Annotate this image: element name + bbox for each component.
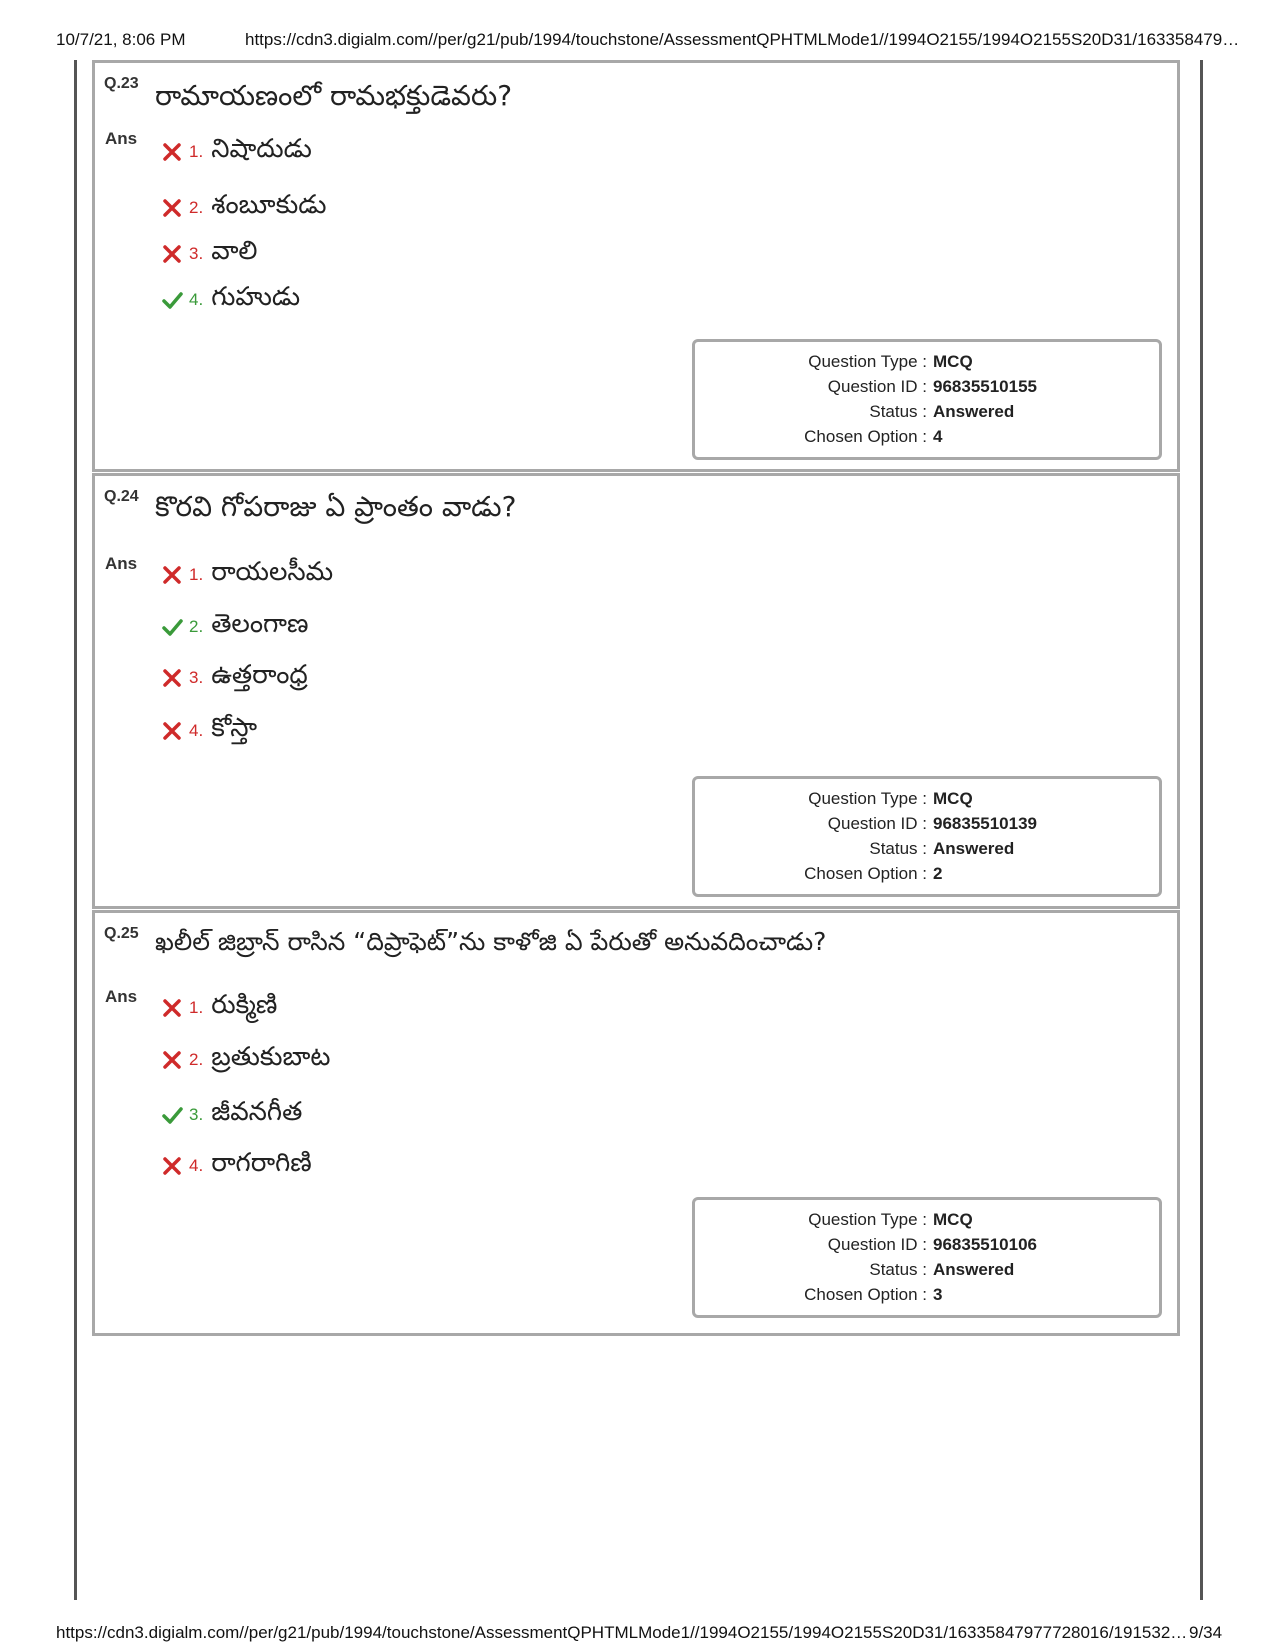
question-id-value: 96835510106: [933, 1235, 1038, 1254]
status-value: Answered: [933, 402, 1015, 421]
print-date: 10/7/21, 8:06 PM: [56, 30, 186, 49]
print-header-url: https://cdn3.digialm.com//per/g21/pub/1994/touchstone/AssessmentQPHTMLMode1//1994O2155/1994O2155S20D31/163358479…: [245, 30, 1240, 49]
page-left-rule: [74, 60, 77, 1600]
question-info-box: [692, 1197, 1162, 1318]
info-label: Status :: [869, 1260, 927, 1279]
option-text: జీవనగీత: [211, 1097, 303, 1127]
option-number: 4.: [189, 290, 204, 309]
wrong-cross-icon: [161, 1155, 183, 1177]
question-number: Q.23: [104, 75, 139, 92]
info-label: Chosen Option :: [804, 427, 927, 446]
question-text: రామాయణంలో రామభక్తుడెవరు?: [155, 79, 513, 112]
question-type-value: MCQ: [933, 789, 973, 808]
option-text: బ్రతుకుబాట: [211, 1042, 331, 1072]
option-number: 3.: [189, 668, 204, 687]
option-number: 4.: [189, 1156, 204, 1175]
option-text: తెలంగాణ: [211, 609, 309, 639]
option-number: 1.: [189, 142, 204, 161]
question-text: కొరవి గోపరాజు ఏ ప్రాంతం వాడు?: [155, 490, 517, 523]
question-info-box: [692, 339, 1162, 460]
option-number: 2.: [189, 617, 204, 636]
option-text: రాగరాగిణి: [211, 1148, 312, 1178]
option-item: [161, 558, 333, 592]
option-text: ఉత్తరాంధ్ర: [211, 660, 308, 690]
option-item: [161, 661, 308, 695]
info-label: Chosen Option :: [804, 864, 927, 883]
page-number: 9/34: [1189, 1623, 1223, 1642]
ans-label: Ans: [105, 554, 138, 573]
option-item: [161, 1098, 302, 1132]
info-label: Status :: [869, 839, 927, 858]
option-text: కోస్తా: [211, 713, 258, 743]
option-item: [161, 610, 308, 644]
option-item: [161, 714, 257, 748]
ans-label: Ans: [105, 129, 138, 148]
option-text: గుహుడు: [211, 282, 301, 312]
wrong-cross-icon: [161, 720, 183, 742]
info-label: Question Type :: [808, 1210, 927, 1229]
info-label: Question Type :: [808, 789, 927, 808]
option-number: 1.: [189, 565, 204, 584]
question-type-value: MCQ: [933, 352, 973, 371]
question-id-value: 96835510155: [933, 377, 1038, 396]
info-label: Chosen Option :: [804, 1285, 927, 1304]
option-number: 2.: [189, 198, 204, 217]
option-item: [161, 237, 258, 271]
status-value: Answered: [933, 1260, 1015, 1279]
option-text: నిషాదుడు: [211, 134, 312, 164]
wrong-cross-icon: [161, 197, 183, 219]
correct-check-icon: [161, 1104, 183, 1126]
info-label: Question Type :: [808, 352, 927, 371]
wrong-cross-icon: [161, 141, 183, 163]
info-label: Status :: [869, 402, 927, 421]
option-item: [161, 135, 312, 169]
option-number: 4.: [189, 721, 204, 740]
wrong-cross-icon: [161, 564, 183, 586]
option-number: 3.: [189, 244, 204, 263]
option-item: [161, 191, 327, 225]
wrong-cross-icon: [161, 1049, 183, 1071]
info-label: Question ID :: [827, 1235, 927, 1254]
option-item: [161, 283, 300, 317]
info-label: Question ID :: [827, 814, 927, 833]
option-item: [161, 1149, 312, 1183]
page-right-rule: [1200, 60, 1203, 1600]
option-number: 3.: [189, 1105, 204, 1124]
option-text: వాలి: [211, 236, 258, 266]
chosen-option-value: 3: [933, 1285, 943, 1304]
correct-check-icon: [161, 616, 183, 638]
question-text: ఖలీల్ జిబ్రాన్ రాసిన “దిప్రాఫెట్”ను కాళోజి ఏ పేరుతో అనువదించాడు?: [155, 927, 827, 956]
option-text: రాయలసీమ: [211, 557, 334, 587]
question-card: [92, 60, 1180, 472]
wrong-cross-icon: [161, 667, 183, 689]
question-card: [92, 910, 1180, 1336]
option-number: 1.: [189, 998, 204, 1017]
wrong-cross-icon: [161, 243, 183, 265]
question-card: [92, 473, 1180, 909]
option-item: [161, 991, 277, 1025]
question-number: Q.24: [104, 488, 139, 505]
chosen-option-value: 4: [933, 427, 943, 446]
chosen-option-value: 2: [933, 864, 943, 883]
option-text: శంబూకుడు: [211, 190, 327, 220]
question-number: Q.25: [104, 925, 139, 942]
info-label: Question ID :: [827, 377, 927, 396]
print-footer-url: https://cdn3.digialm.com//per/g21/pub/1994/touchstone/AssessmentQPHTMLMode1//1994O2155/1994O2155S20D31/16335847977728016/191532…: [56, 1623, 1188, 1642]
option-item: [161, 1043, 330, 1077]
correct-check-icon: [161, 289, 183, 311]
question-info-box: [692, 776, 1162, 897]
ans-label: Ans: [105, 987, 138, 1006]
question-type-value: MCQ: [933, 1210, 973, 1229]
question-id-value: 96835510139: [933, 814, 1038, 833]
wrong-cross-icon: [161, 997, 183, 1019]
option-number: 2.: [189, 1050, 204, 1069]
status-value: Answered: [933, 839, 1015, 858]
option-text: రుక్మిణి: [211, 990, 278, 1020]
